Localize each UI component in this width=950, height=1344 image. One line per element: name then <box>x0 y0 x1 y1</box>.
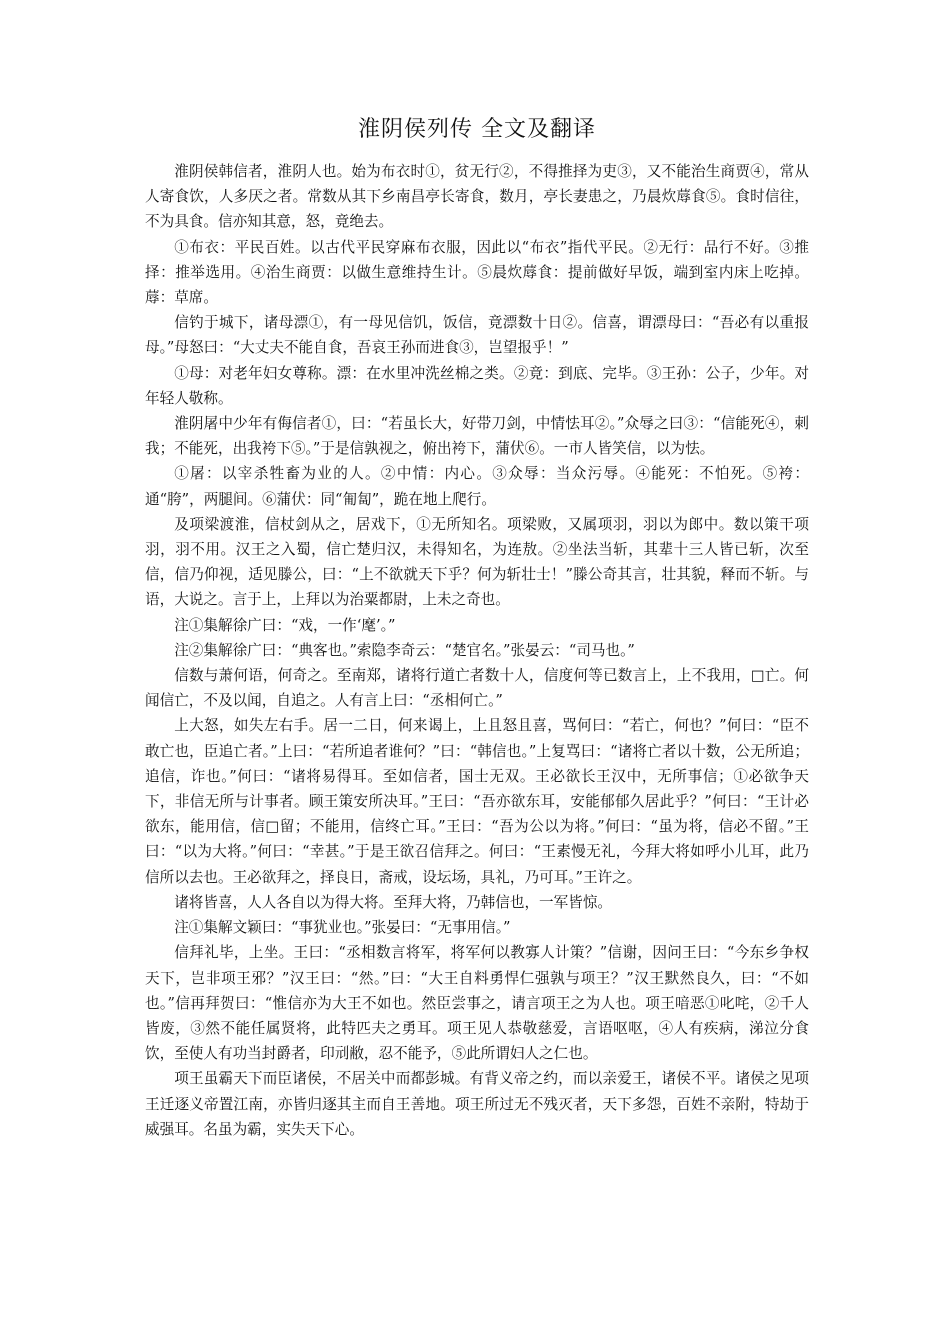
paragraph-annotation-3: 注①集解文颖曰：“事犹业也。”张晏曰：“无事用信。” <box>174 919 511 937</box>
paragraph-king-angry: 上大怒，如失左右手。居一二日，何来谒上，上且怒且喜，骂何曰：“若亡，何也？”何曰：“臣不敢亡也，臣追亡者。”上曰：“若所追者谁何？”曰：“韩信也。”上复骂曰：“诸将亡者以十数，公无所追；追信，诈也。”何曰：“诸将易得耳。至如信者，国士无双。王必欲长王汉中，无所事信；①必欲争天下，非信无所与计事者。顾王策安所决耳。”王曰：“吾亦欲东耳，安能郁郁久居此乎？”何曰：“王计必欲东，能用信，信□留；不能用，信终亡耳。”王曰：“吾为公以为将。”何曰：“虽为将，信必不留。”王曰：“以为大将。”何曰：“幸甚。”于是王欲召信拜之。何曰：“王素慢无礼，今拜大将如呼小儿耳，此乃信所以去也。王必欲拜之，择良日，斋戒，设坛场，具礼，乃可耳。”王许之。 <box>145 717 809 886</box>
paragraph-washerwoman: 信钓于城下，诸母漂①，有一母见信饥，饭信，竟漂数十日②。信喜，谓漂母曰：“吾必有以重报母。”母怒曰：“大丈夫不能自食，吾哀王孙而进食③，岂望报乎！” <box>145 314 809 357</box>
paragraph-note-3: ①屠：以宰杀牲畜为业的人。②中情：内心。③众辱：当众污辱。④能死：不怕死。⑤袴：通“胯”，两腿间。⑥蒲伏：同“匍匐”，跪在地上爬行。 <box>145 465 809 508</box>
paragraph-generals-surprised: 诸将皆喜，人人各自以为得大将。至拜大将，乃韩信也，一军皆惊。 <box>174 893 613 911</box>
paragraph-xiang-liang: 及项梁渡淮，信杖剑从之，居戏下，①无所知名。项梁败，又属项羽，羽以为郎中。数以策干项羽，羽不用。汉王之入蜀，信亡楚归汉，未得知名，为连敖。②坐法当斩，其辈十三人皆已斩，次至信，信乃仰视，适见滕公，曰：“上不欲就天下乎？何为斩壮士！”滕公奇其言，壮其貌，释而不斩。与语，大说之。言于上，上拜以为治粟都尉，上未之奇也。 <box>145 515 809 609</box>
paragraph-intro: 淮阴侯韩信者，淮阴人也。始为布衣时①，贫无行②，不得推择为吏③，又不能治生商贾④，常从人寄食饮，人多厌之者。常数从其下乡南昌亭长寄食，数月，亭长妻患之，乃晨炊蓐食⑤。食时信往，不为具食。信亦知其意，怒，竟绝去。 <box>145 163 809 231</box>
document-page <box>145 112 809 1142</box>
paragraph-xiang-yu-hegemon: 项王虽霸天下而臣诸侯，不居关中而都彭城。有背义帝之约，而以亲爱王，诸侯不平。诸侯之见项王迁逐义帝置江南，亦皆归逐其主而自王善地。项王所过无不残灭者，天下多怨，百姓不亲附，特劫于威强耳。名虽为霸，实失天下心。 <box>145 1070 809 1138</box>
paragraph-xiao-he: 信数与萧何语，何奇之。至南郑，诸将行道亡者数十人，信度何等已数言上，上不我用，□亡。何闻信亡，不及以闻，自追之。人有言上曰：“丞相何亡。” <box>145 667 809 710</box>
paragraph-note-1: ①布衣：平民百姓。以古代平民穿麻布衣服，因此以“布衣”指代平民。②无行：品行不好。③推择：推举选用。④治生商贾：以做生意维持生计。⑤晨炊蓐食：提前做好早饭，端到室内床上吃掉。蓐：草席。 <box>145 238 809 307</box>
paragraph-annotation-2: 注②集解徐广曰：“典客也。”索隐李奇云：“楚官名。”张晏云：“司马也。” <box>174 641 635 659</box>
paragraph-strategy-talk: 信拜礼毕，上坐。王曰：“丞相数言将军，将军何以教寡人计策？”信谢，因问王曰：“今东乡争权天下，岂非项王邪？”汉王曰：“然。”曰：“大王自料勇悍仁强孰与项王？”汉王默然良久，曰：“不如也。”信再拜贺曰：“惟信亦为大王不如也。然臣尝事之，请言项王之为人也。项王喑恶①叱咤，②千人皆废，③然不能任属贤将，此特匹夫之勇耳。项王见人恭敬慈爱，言语呕呕，④人有疾病，涕泣分食饮，至使人有功当封爵者，印刓敝，忍不能予，⑤此所谓妇人之仁也。 <box>145 944 809 1063</box>
paragraph-butcher-insult: 淮阴屠中少年有侮信者①，曰：“若虽长大，好带刀剑，中情怯耳②。”众辱之曰③：“信能死④，刺我；不能死，出我袴下⑤。”于是信孰视之，俯出袴下，蒲伏⑥。一市人皆笑信，以为怯。 <box>145 415 809 458</box>
page-title: 淮阴侯列传 全文及翻译 <box>358 117 596 142</box>
paragraph-note-2: ①母：对老年妇女尊称。漂：在水里冲洗丝棉之类。②竟：到底、完毕。③王孙：公子，少年。对年轻人敬称。 <box>145 364 809 407</box>
paragraph-annotation-1: 注①集解徐广曰：“戏，一作‘麾’。” <box>174 616 396 634</box>
